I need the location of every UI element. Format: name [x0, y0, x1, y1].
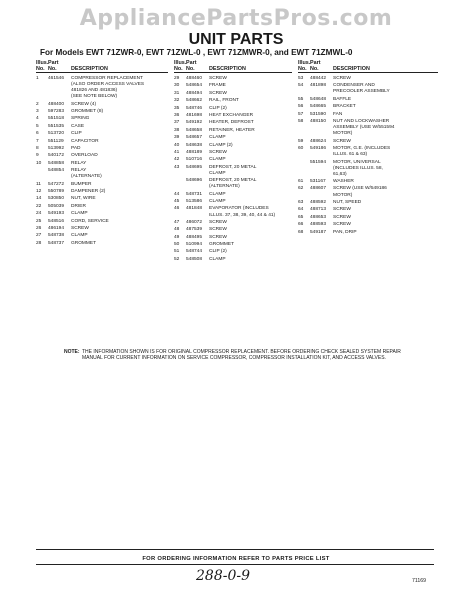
part-description: CLIP [71, 131, 82, 137]
illus-number: 53 [298, 76, 304, 81]
part-description: RELAY [71, 160, 87, 166]
part-number: 488653 [310, 214, 327, 220]
part-row [36, 219, 168, 225]
illus-number: 11 [36, 181, 41, 187]
part-number: 548744 [186, 249, 203, 255]
illus-number: 3 [36, 109, 39, 115]
part-row [36, 226, 168, 232]
part-description: CLAMP [71, 233, 88, 239]
illus-number: 24 [36, 211, 42, 217]
part-description: SCREW [209, 90, 227, 96]
part-row [174, 113, 292, 119]
header-no2: No. [310, 66, 319, 72]
part-description: SCREW [333, 207, 351, 213]
part-number: 488607 [310, 186, 327, 192]
illus-number: 31 [174, 90, 180, 96]
part-description: RETAINER, HEATER [209, 127, 255, 133]
part-row [36, 124, 168, 130]
part-description: GROMMET (8) [71, 109, 104, 115]
part-number: 548737 [48, 240, 65, 246]
part-description: SCREW [333, 222, 351, 228]
part-number: 531590 [310, 111, 327, 117]
illus-number: 26 [36, 226, 42, 232]
handwritten-number: 288-0-9 [196, 568, 250, 584]
part-number: 548516 [48, 218, 65, 224]
part-description: MOTOR, UNIVERSAL (INCLUDES ILLUS. 58, 61,63) [333, 159, 383, 177]
part-row [174, 157, 292, 163]
part-description: DEFROST, 20 METAL (ALTERNATE) [209, 178, 257, 190]
column-header [36, 60, 168, 73]
illus-number: 59 [298, 138, 304, 144]
header-desc: DESCRIPTION [333, 66, 370, 72]
part-description: CLAMP [209, 256, 226, 262]
illus-number: 52 [174, 256, 180, 262]
illus-number: 42 [174, 157, 180, 163]
part-number: 549187 [310, 229, 327, 235]
parts-column-2 [174, 60, 292, 264]
part-number: 548695 [186, 164, 203, 170]
part-number: 486072 [186, 219, 203, 225]
part-row [174, 257, 292, 263]
illus-number: 14 [36, 196, 42, 202]
illus-number: 41 [174, 149, 180, 155]
part-description: BAFFLE [333, 96, 352, 102]
part-description: SCREW (4) [71, 101, 97, 107]
part-description: FRAME [209, 83, 226, 89]
part-description: CLAMP (2) [209, 142, 233, 148]
illus-number: 4 [36, 116, 39, 122]
part-number: 488495 [186, 234, 203, 240]
part-row [36, 241, 168, 247]
part-number: 488460 [186, 76, 203, 81]
illus-number: 39 [174, 135, 180, 141]
illus-number: 40 [174, 142, 180, 148]
part-row [36, 168, 168, 180]
illus-number: 36 [174, 112, 180, 118]
part-description: SCREW [209, 234, 227, 240]
part-description: GROMMET [209, 242, 235, 248]
illus-number: 50 [174, 242, 180, 248]
part-description: NUT, WIRE [71, 196, 96, 202]
part-number: 461546 [48, 76, 65, 81]
illus-number: 63 [298, 199, 304, 205]
part-number: 548654 [186, 83, 203, 89]
part-row [174, 220, 292, 226]
part-description: SCREW [209, 227, 227, 233]
illus-number: 29 [174, 76, 180, 81]
part-row [36, 131, 168, 137]
part-row [174, 227, 292, 233]
part-description: RELAY (ALTERNATE) [71, 168, 102, 180]
part-number: 513720 [48, 131, 65, 137]
part-row [298, 139, 438, 145]
part-row [298, 119, 438, 137]
illus-number: 48 [174, 227, 180, 233]
part-description: HEAT EXCHANGER [209, 112, 254, 118]
illus-number: 6 [36, 131, 39, 137]
part-description: SCREW [209, 149, 227, 155]
header-no2: No. [186, 66, 195, 72]
illus-number: 35 [174, 105, 180, 111]
divider [36, 564, 434, 565]
ordering-footer: FOR ORDERING INFORMATION REFER TO PARTS PRICE LIST [142, 556, 330, 562]
part-description: SCREW [209, 219, 227, 225]
part-description: PAN, DRIP [333, 229, 357, 235]
part-row [174, 242, 292, 248]
illus-number: 64 [298, 207, 304, 213]
part-row [174, 199, 292, 205]
part-row [298, 186, 438, 198]
part-row [298, 160, 438, 178]
illus-number [174, 178, 186, 190]
illus-number: 43 [174, 164, 180, 170]
models-line: For Models EWT 71ZWR-0, EWT 71ZWL-0 , EWT 71ZMWR-0, and EWT 71ZMWL-0 [40, 48, 353, 57]
header-illus: Illus. [174, 60, 187, 66]
illus-number: 10 [36, 160, 42, 166]
part-number: 597283 [48, 109, 65, 115]
header-no: No. [36, 66, 45, 72]
part-description: CLAMP [209, 199, 226, 205]
note-text: THE INFORMATION SHOWN IS FOR ORIGINAL COMPRESSOR REPLACEMENT. BEFORE ORDERING CHECK SEALED SYSTEM REPAIR MANUAL FOR CURRENT INFORMATION ON SERVICE COMPRESSOR, COMPRESSOR INSTALLATION KIT, AND ACCESS VALVES. [82, 349, 401, 362]
part-row [36, 182, 168, 188]
part-row [298, 83, 438, 95]
part-row [36, 233, 168, 239]
part-description: SCREW [333, 76, 351, 81]
part-row [36, 109, 168, 115]
part-row [298, 215, 438, 221]
part-description: CASE [71, 123, 85, 129]
part-number: 548746 [186, 105, 203, 111]
part-number: 488400 [48, 101, 65, 107]
part-number: 505039 [48, 203, 65, 209]
watermark: AppliancePartsPros.com [79, 6, 393, 31]
column-header [174, 60, 292, 73]
header-no: No. [298, 66, 307, 72]
illus-number: 60 [298, 146, 304, 152]
part-row [174, 83, 292, 89]
part-number: 548508 [186, 256, 203, 262]
part-description: CLIP (2) [209, 249, 227, 255]
part-number: 550789 [48, 189, 65, 195]
part-description: CLAMP [209, 191, 226, 197]
part-number: 548638 [186, 142, 203, 148]
part-number: 549192 [186, 120, 203, 126]
header-part: Part [310, 60, 321, 66]
illus-number [36, 168, 48, 180]
part-description: CLAMP [209, 157, 226, 163]
illus-number: 57 [298, 111, 304, 117]
compressor-note [64, 349, 404, 361]
part-number: 551129 [48, 138, 64, 144]
part-row [36, 189, 168, 195]
part-description: OVERLOAD [71, 153, 98, 159]
part-description: CLAMP [209, 135, 226, 141]
part-number: 540172 [48, 153, 65, 159]
part-row [174, 98, 292, 104]
illus-number: 8 [36, 146, 39, 152]
part-number: 510716 [186, 157, 203, 163]
part-description: SCREW [71, 226, 89, 232]
part-description: SCREW (USE W/549186 MOTOR) [333, 186, 387, 198]
part-description: CLIP (2) [209, 105, 227, 111]
part-description: HEATER, DEFROST [209, 120, 254, 126]
part-number: 486194 [48, 226, 65, 232]
part-row [298, 112, 438, 118]
header-desc: DESCRIPTION [71, 66, 108, 72]
part-description: SCREW [209, 76, 227, 81]
part-row [174, 91, 292, 97]
illus-number: 1 [36, 76, 39, 81]
part-number: 488150 [310, 119, 327, 125]
part-row [174, 178, 292, 190]
part-description: CORD, SERVICE [71, 218, 109, 224]
illus-number: 62 [298, 186, 304, 192]
part-number: 548696 [186, 178, 203, 184]
part-description: DEFROST, 20 METAL CLAMP [209, 164, 257, 176]
parts-column-1 [36, 60, 168, 248]
part-row [174, 135, 292, 141]
illus-number: 66 [298, 222, 304, 228]
part-row [36, 139, 168, 145]
part-description: NUT AND LOCKWASHER ASSEMBLY (USE W/551594 MOTOR) [333, 119, 395, 137]
part-number: 488593 [310, 222, 327, 228]
part-number: 548658 [186, 127, 203, 133]
illus-number: 22 [36, 203, 42, 209]
part-description: CONDENSER AND PRECOOLER ASSEMBLY [333, 83, 390, 95]
illus-number: 7 [36, 138, 39, 144]
illus-number: 44 [174, 191, 180, 197]
illus-number: 2 [36, 101, 39, 107]
part-description: BRACKET [333, 104, 356, 110]
illus-number: 32 [174, 98, 180, 104]
illus-number: 56 [298, 104, 304, 110]
illus-number: 68 [298, 229, 304, 235]
illus-number: 58 [298, 119, 304, 125]
part-row [174, 143, 292, 149]
part-number: 530850 [48, 196, 65, 202]
header-no: No. [174, 66, 183, 72]
column-header [298, 60, 438, 73]
part-number: 549193 [48, 211, 65, 217]
part-row [36, 161, 168, 167]
part-number: 513992 [48, 146, 65, 152]
part-row [174, 249, 292, 255]
header-illus: Illus. [36, 60, 49, 66]
illus-number: 25 [36, 218, 42, 224]
part-number: 481698 [186, 112, 203, 118]
part-row [36, 146, 168, 152]
note-label: NOTE: [64, 349, 80, 355]
part-description: SCREW [333, 138, 351, 144]
part-number: 548731 [186, 191, 203, 197]
part-description: DAMPENER (2) [71, 189, 106, 195]
part-number: 548738 [48, 233, 65, 239]
part-row [174, 206, 292, 218]
illus-number: 37 [174, 120, 180, 126]
part-row [298, 222, 438, 228]
part-description: SCREW [333, 214, 351, 220]
part-row [174, 150, 292, 156]
part-number: 510994 [186, 242, 203, 248]
header-part: Part [186, 60, 197, 66]
divider [36, 549, 434, 550]
part-number: 548662 [186, 98, 203, 104]
part-row [298, 200, 438, 206]
illus-number: 27 [36, 233, 42, 239]
part-row [36, 153, 168, 159]
part-description: SPRING [71, 116, 90, 122]
illus-number: 49 [174, 234, 180, 240]
part-row [298, 230, 438, 236]
part-number: 488624 [310, 138, 327, 144]
part-row [36, 196, 168, 202]
part-description: DRIER [71, 203, 86, 209]
part-description: MOTOR, G.E. (INCLUDES ILLUS. 61 & 63) [333, 146, 391, 158]
illus-number: 45 [174, 199, 180, 205]
illus-number: 5 [36, 123, 39, 129]
part-description: FAN [333, 111, 343, 117]
document-code: 71169 [412, 578, 427, 584]
part-description: BUMPER [71, 181, 92, 187]
illus-number: 65 [298, 214, 304, 220]
illus-number: 12 [36, 189, 42, 195]
part-number: 551594 [310, 159, 327, 165]
illus-number: 47 [174, 219, 180, 225]
part-number: 488713 [310, 207, 327, 213]
part-number: 548648 [310, 96, 327, 102]
part-description: COMPRESSOR REPLACEMENT (ALSO ORDER ACCESS VALVES 481826 AND 481836) (SEE NOTE BELOW) [71, 76, 145, 100]
part-description: CAPACITOR [71, 138, 99, 144]
part-row [174, 106, 292, 112]
illus-number: 28 [36, 240, 42, 246]
part-number: 548858 [48, 160, 65, 166]
part-row [298, 207, 438, 213]
part-row [174, 165, 292, 177]
part-row [174, 76, 292, 82]
illus-number: 38 [174, 127, 180, 133]
part-description: WASHER [333, 179, 354, 185]
part-number: 551535 [48, 123, 65, 129]
illus-number: 55 [298, 96, 304, 102]
part-row [174, 192, 292, 198]
part-row [36, 204, 168, 210]
header-illus: Illus. [298, 60, 311, 66]
part-number: 531167 [310, 179, 326, 185]
part-description: GROMMET [71, 240, 97, 246]
part-row [36, 102, 168, 108]
part-description: NUT, SPEED [333, 199, 362, 205]
part-row [298, 179, 438, 185]
part-description: CLAMP [71, 211, 88, 217]
part-number: 488189 [186, 149, 203, 155]
part-number: 481848 [186, 206, 203, 212]
header-desc: DESCRIPTION [209, 66, 246, 72]
illus-number: 46 [174, 206, 180, 212]
part-number: 488592 [310, 199, 327, 205]
parts-column-3 [298, 60, 438, 237]
part-row [36, 116, 168, 122]
part-number: 488442 [310, 76, 327, 81]
part-row [298, 97, 438, 103]
part-row [298, 104, 438, 110]
header-no2: No. [48, 66, 57, 72]
illus-number [298, 160, 310, 178]
part-description: EVAPORATOR (INCLUDES ILLUS. 37, 38, 39, 40, 44 & 41) [209, 206, 276, 218]
part-number: 547272 [48, 181, 65, 187]
part-number: 548854 [48, 168, 65, 174]
part-row [174, 120, 292, 126]
part-number: 487539 [186, 227, 203, 233]
part-row [36, 76, 168, 100]
part-number: 513586 [186, 199, 203, 205]
illus-number: 30 [174, 83, 180, 89]
part-number: 548657 [186, 135, 203, 141]
part-number: 548665 [310, 104, 327, 110]
part-row [174, 128, 292, 134]
illus-number: 61 [298, 179, 304, 185]
part-number: 481898 [310, 83, 327, 89]
part-row [298, 76, 438, 82]
part-number: 551518 [48, 116, 65, 122]
part-row [174, 235, 292, 241]
illus-number: 9 [36, 153, 39, 159]
part-row [298, 146, 438, 158]
part-row [36, 211, 168, 217]
part-number: 549186 [310, 146, 327, 152]
page-title: UNIT PARTS [188, 31, 284, 48]
illus-number: 51 [174, 249, 180, 255]
part-description: RAIL, FRONT [209, 98, 239, 104]
part-number: 488494 [186, 90, 203, 96]
part-description: PAD [71, 146, 81, 152]
header-part: Part [48, 60, 59, 66]
illus-number: 54 [298, 83, 304, 89]
